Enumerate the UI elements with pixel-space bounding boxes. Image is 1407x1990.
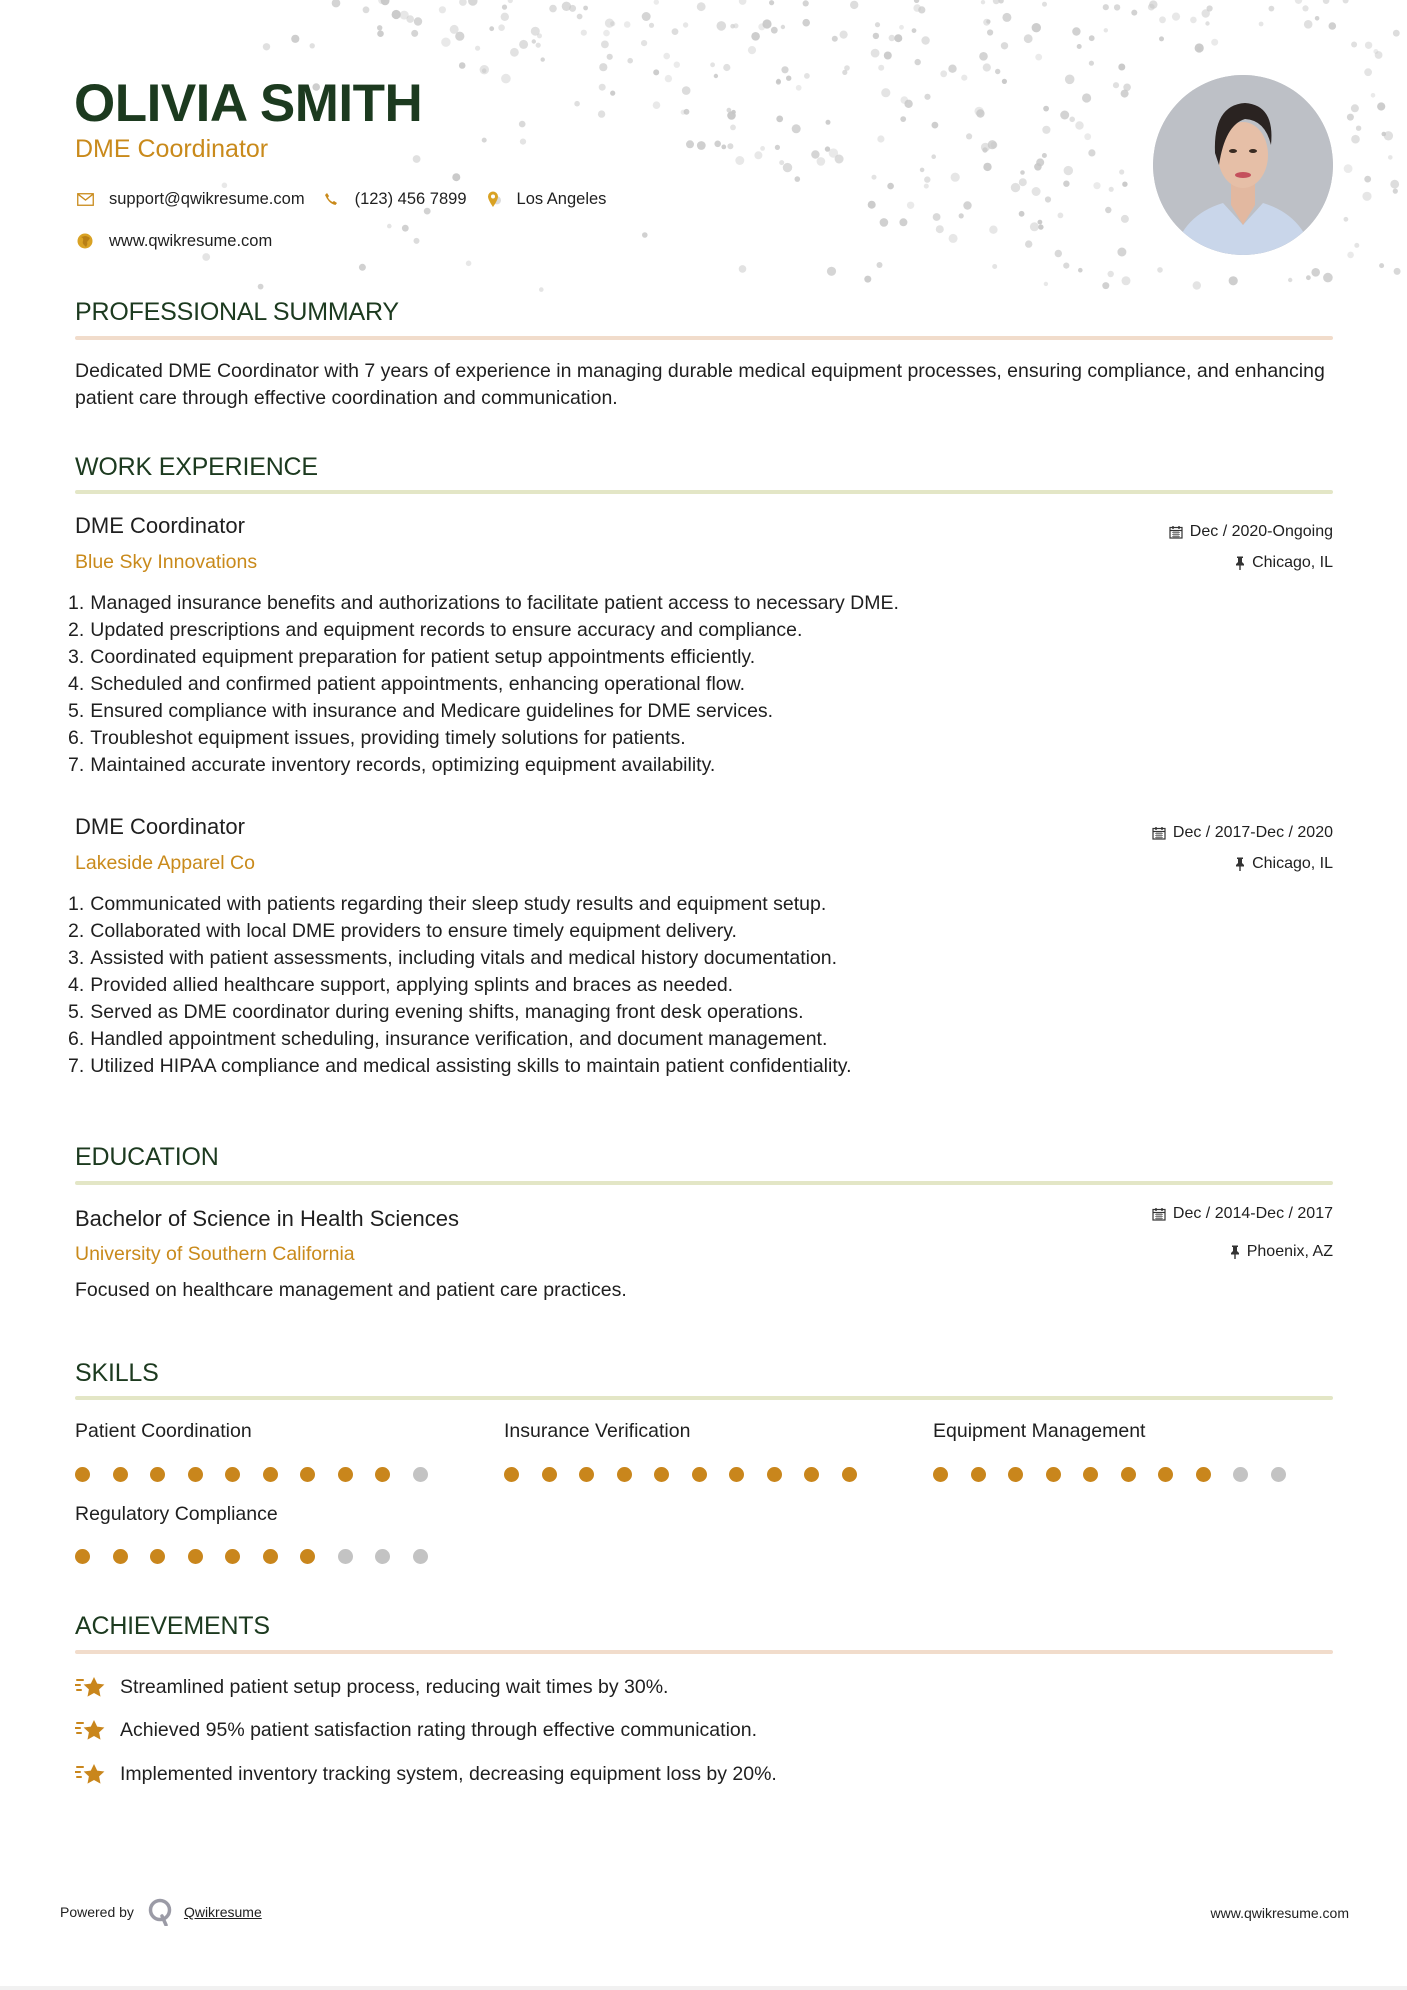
rating-dot-empty [413,1549,428,1564]
job-dates [1152,822,1333,844]
rating-dot-filled [338,1467,353,1482]
phone-icon [321,189,341,209]
rating-dot-empty [375,1549,390,1564]
rating-dot-filled [1158,1467,1173,1482]
star-icon [75,1760,107,1788]
qwikresume-logo-icon [148,1898,172,1926]
achievement-text: Implemented inventory tracking system, decreasing equipment loss by 20%. [120,1762,777,1785]
school-name: University of Southern California [75,1243,355,1265]
education-dates-text: Dec / 2014-Dec / 2017 [1172,1205,1333,1222]
mail-icon [75,189,95,209]
skill-rating [504,1467,879,1482]
bullet-item: 4. Scheduled and confirmed patient appointments, enhancing operational flow. [68,673,746,695]
rating-dot-filled [504,1467,519,1482]
achievement-item [75,1673,668,1701]
education-location-text: Phoenix, AZ [1246,1243,1333,1260]
contact-row-secondary [75,229,288,253]
achievement-item [75,1716,757,1744]
contact-location [483,189,607,209]
rating-dot-filled [300,1467,315,1482]
bullet-item: 3. Coordinated equipment preparation for patient setup appointments efficiently. [68,646,756,668]
rating-dot-filled [375,1467,390,1482]
skill-rating [75,1549,450,1564]
education-location [1230,1241,1333,1263]
contact-email[interactable] [75,189,305,209]
calendar-icon [1152,826,1166,840]
job-location-text: Chicago, IL [1252,855,1333,872]
bullet-item: 4. Provided allied healthcare support, applying splints and braces as needed. [68,974,734,996]
skill-rating [75,1467,450,1482]
contact-website[interactable] [75,231,272,251]
rating-dot-filled [75,1467,90,1482]
bullet-item: 5. Ensured compliance with insurance and Medicare guidelines for DME services. [68,700,774,722]
bullet-item: 2. Updated prescriptions and equipment records to ensure accuracy and compliance. [68,619,803,641]
calendar-icon [1152,1207,1166,1221]
rating-dot-filled [188,1549,203,1564]
website-text: www.qwikresume.com [109,231,273,250]
rating-dot-empty [413,1467,428,1482]
star-icon [75,1716,107,1744]
bullet-item: 3. Assisted with patient assessments, including vitals and medical history documentation. [68,947,838,969]
location-text: Los Angeles [516,189,607,208]
rating-dot-filled [729,1467,744,1482]
contact-phone[interactable] [321,189,467,209]
section-divider [75,1181,1333,1185]
bullet-item: 2. Collaborated with local DME providers to ensure timely equipment delivery. [68,920,737,942]
section-divider [75,1396,1333,1400]
pin-icon [1230,1245,1240,1259]
skill-label: Regulatory Compliance [75,1503,278,1525]
job-dates [1169,521,1333,543]
candidate-role: DME Coordinator [75,135,269,163]
job-title: DME Coordinator [75,513,245,538]
achievement-text: Streamlined patient setup process, reducing wait times by 30%. [120,1675,669,1698]
section-title-experience: WORK EXPERIENCE [75,453,318,481]
rating-dot-filled [804,1467,819,1482]
rating-dot-filled [300,1549,315,1564]
rating-dot-filled [933,1467,948,1482]
rating-dot-empty [1271,1467,1286,1482]
bullet-item: 7. Utilized HIPAA compliance and medical assisting skills to maintain patient confidentiality. [68,1055,852,1077]
bullet-item: 6. Troubleshot equipment issues, providing timely solutions for patients. [68,727,686,749]
rating-dot-filled [542,1467,557,1482]
rating-dot-filled [1196,1467,1211,1482]
summary-text: Dedicated DME Coordinator with 7 years of experience in managing durable medical equipment processes, ensuring compliance, and enhancing patient care through effective coordination and communication. [75,360,1325,409]
rating-dot-filled [1046,1467,1061,1482]
rating-dot-filled [225,1467,240,1482]
company-name: Blue Sky Innovations [75,551,258,573]
company-name: Lakeside Apparel Co [75,852,255,874]
job-location-text: Chicago, IL [1252,554,1333,571]
rating-dot-filled [767,1467,782,1482]
education-dates [1152,1203,1333,1225]
rating-dot-filled [188,1467,203,1482]
education-description: Focused on healthcare management and patient care practices. [75,1279,627,1301]
section-title-achievements: ACHIEVEMENTS [75,1612,270,1640]
footer-website-link[interactable]: www.qwikresume.com [1210,1905,1349,1921]
job-bullets [68,590,1328,779]
bullet-item: 1. Managed insurance benefits and authorizations to facilitate patient access to necessary DME. [68,592,899,614]
rating-dot-filled [1121,1467,1136,1482]
rating-dot-filled [150,1467,165,1482]
rating-dot-filled [75,1549,90,1564]
page-bottom-edge [0,1986,1407,1990]
job-dates-text: Dec / 2020-Ongoing [1189,523,1333,540]
email-text: support@qwikresume.com [109,189,305,208]
rating-dot-filled [692,1467,707,1482]
rating-dot-filled [263,1549,278,1564]
rating-dot-filled [654,1467,669,1482]
skill-label: Equipment Management [933,1420,1146,1442]
section-title-summary: PROFESSIONAL SUMMARY [75,298,399,326]
rating-dot-empty [338,1549,353,1564]
degree-title: Bachelor of Science in Health Sciences [75,1206,459,1231]
rating-dot-filled [971,1467,986,1482]
section-divider [75,1650,1333,1654]
footer-powered-by [60,1898,262,1926]
candidate-name: OLIVIA SMITH [74,74,423,133]
calendar-icon [1169,525,1183,539]
rating-dot-filled [579,1467,594,1482]
section-divider [75,336,1333,340]
phone-text: (123) 456 7899 [354,189,467,208]
skill-rating [933,1467,1308,1482]
pin-icon [1235,857,1245,871]
job-location [1235,552,1333,574]
achievement-item [75,1760,777,1788]
rating-dot-filled [150,1549,165,1564]
bullet-item: 6. Handled appointment scheduling, insurance verification, and document management. [68,1028,828,1050]
rating-dot-filled [113,1467,128,1482]
job-location [1235,853,1333,875]
section-title-education: EDUCATION [75,1143,219,1171]
map-pin-icon [483,189,503,209]
rating-dot-empty [1233,1467,1248,1482]
pin-icon [1235,556,1245,570]
job-dates-text: Dec / 2017-Dec / 2020 [1172,824,1333,841]
skill-label: Patient Coordination [75,1420,252,1442]
skill-label: Insurance Verification [504,1420,691,1442]
rating-dot-filled [225,1549,240,1564]
bullet-item: 5. Served as DME coordinator during evening shifts, managing front desk operations. [68,1001,804,1023]
globe-icon [75,231,95,251]
section-divider [75,490,1333,494]
qwikresume-link[interactable]: Qwikresume [183,1904,262,1920]
profile-photo [1153,75,1333,255]
job-bullets [68,891,1328,1080]
rating-dot-filled [842,1467,857,1482]
star-icon [75,1673,107,1701]
contact-row-primary [75,187,622,211]
rating-dot-filled [617,1467,632,1482]
achievement-text: Achieved 95% patient satisfaction rating through effective communication. [120,1718,758,1741]
rating-dot-filled [1083,1467,1098,1482]
rating-dot-filled [1008,1467,1023,1482]
bullet-item: 7. Maintained accurate inventory records, optimizing equipment availability. [68,754,716,776]
bullet-item: 1. Communicated with patients regarding their sleep study results and equipment setup. [68,893,827,915]
rating-dot-filled [113,1549,128,1564]
job-title: DME Coordinator [75,814,245,839]
section-title-skills: SKILLS [75,1359,159,1387]
powered-by-label: Powered by [60,1904,134,1920]
rating-dot-filled [263,1467,278,1482]
